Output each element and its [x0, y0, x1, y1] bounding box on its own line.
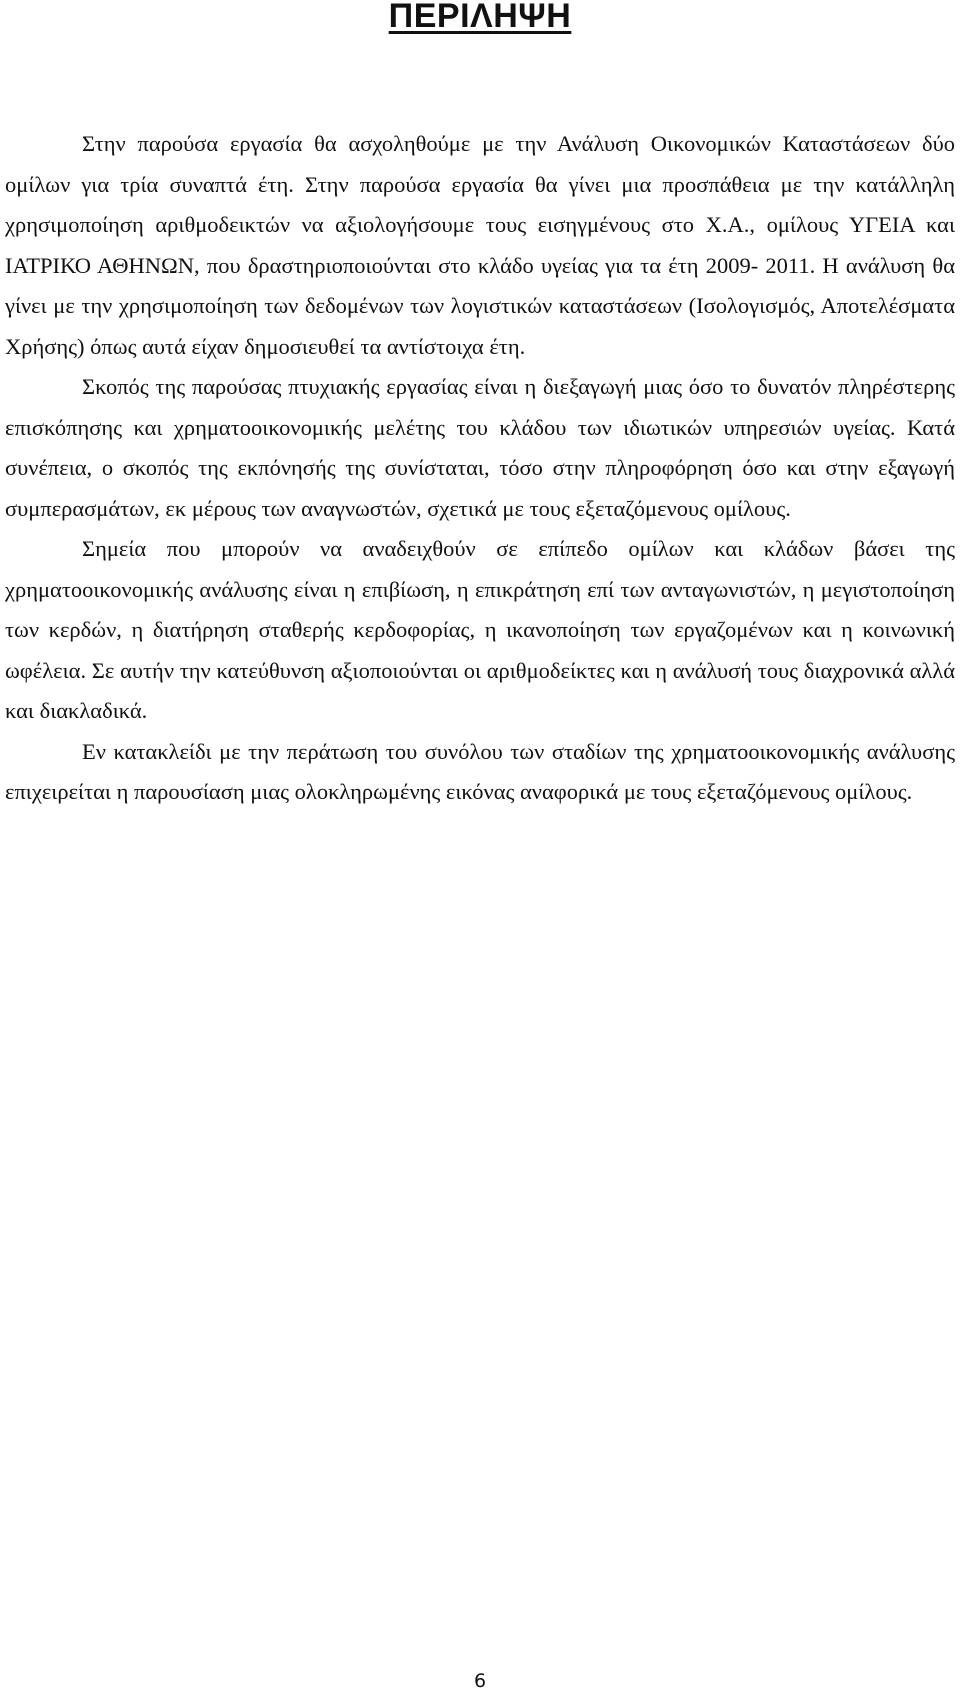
page-title: ΠΕΡΙΛΗΨΗ: [388, 0, 572, 35]
paragraph-intro: Στην παρούσα εργασία θα ασχοληθούμε με την Ανάλυση Οικονομικών Καταστάσεων δύο ομίλων για τρία συναπτά έτη. Στην παρούσα εργασία θα γίνει μια προσπάθεια με την κατάλληλη χρησιμοποίηση αριθμοδεικτών να αξιολογήσουμε τους εισηγμένους στο Χ.Α., ομίλους ΥΓΕΙΑ και ΙΑΤΡΙΚΟ ΑΘΗΝΩΝ, που δραστηριοποιούνται στο κλάδο υγείας για τα έτη 2009- 2011. Η ανάλυση θα γίνει με την χρησιμοποίηση των δεδομένων των λογιστικών καταστάσεων (Ισολογισμός, Αποτελέσματα Χρήσης) όπως αυτά είχαν δημοσιευθεί τα αντίστοιχα έτη.: [5, 131, 955, 359]
paragraph-conclusion: Εν κατακλείδι με την περάτωση του συνόλου των σταδίων της χρηματοοικονομικής ανάλυσης επιχειρείται η παρουσίαση μιας ολοκληρωμένης εικόνας αναφορικά με τους εξεταζόμενους ομίλους.: [5, 738, 955, 804]
paragraph-key-points: Σημεία που μπορούν να αναδειχθούν σε επίπεδο ομίλων και κλάδων βάσει της χρηματοοικονομικής ανάλυσης είναι η επιβίωση, η επικράτηση επί των ανταγωνιστών, η μεγιστοποίηση των κερδών, η διατήρηση σταθερής κερδοφορίας, η ικανοποίηση των εργαζομένων και η κοινωνική ωφέλεια. Σε αυτήν την κατεύθυνση αξιοποιούνται οι αριθμοδείκτες και η ανάλυσή τους διαχρονικά αλλά και διακλαδικά.: [5, 536, 955, 723]
abstract-body: [5, 124, 955, 813]
paragraph-purpose: Σκοπός της παρούσας πτυχιακής εργασίας είναι η διεξαγωγή μιας όσο το δυνατόν πληρέστερης επισκόπησης και χρηματοοικονομικής μελέτης του κλάδου των ιδιωτικών υπηρεσιών υγείας. Κατά συνέπεια, ο σκοπός της εκπόνησής της συνίσταται, τόσο στην πληροφόρηση όσο και στην εξαγωγή συμπερασμάτων, εκ μέρους των αναγνωστών, σχετικά με τους εξεταζόμενους ομίλους.: [5, 374, 955, 521]
page-number: 6: [473, 1670, 487, 1692]
